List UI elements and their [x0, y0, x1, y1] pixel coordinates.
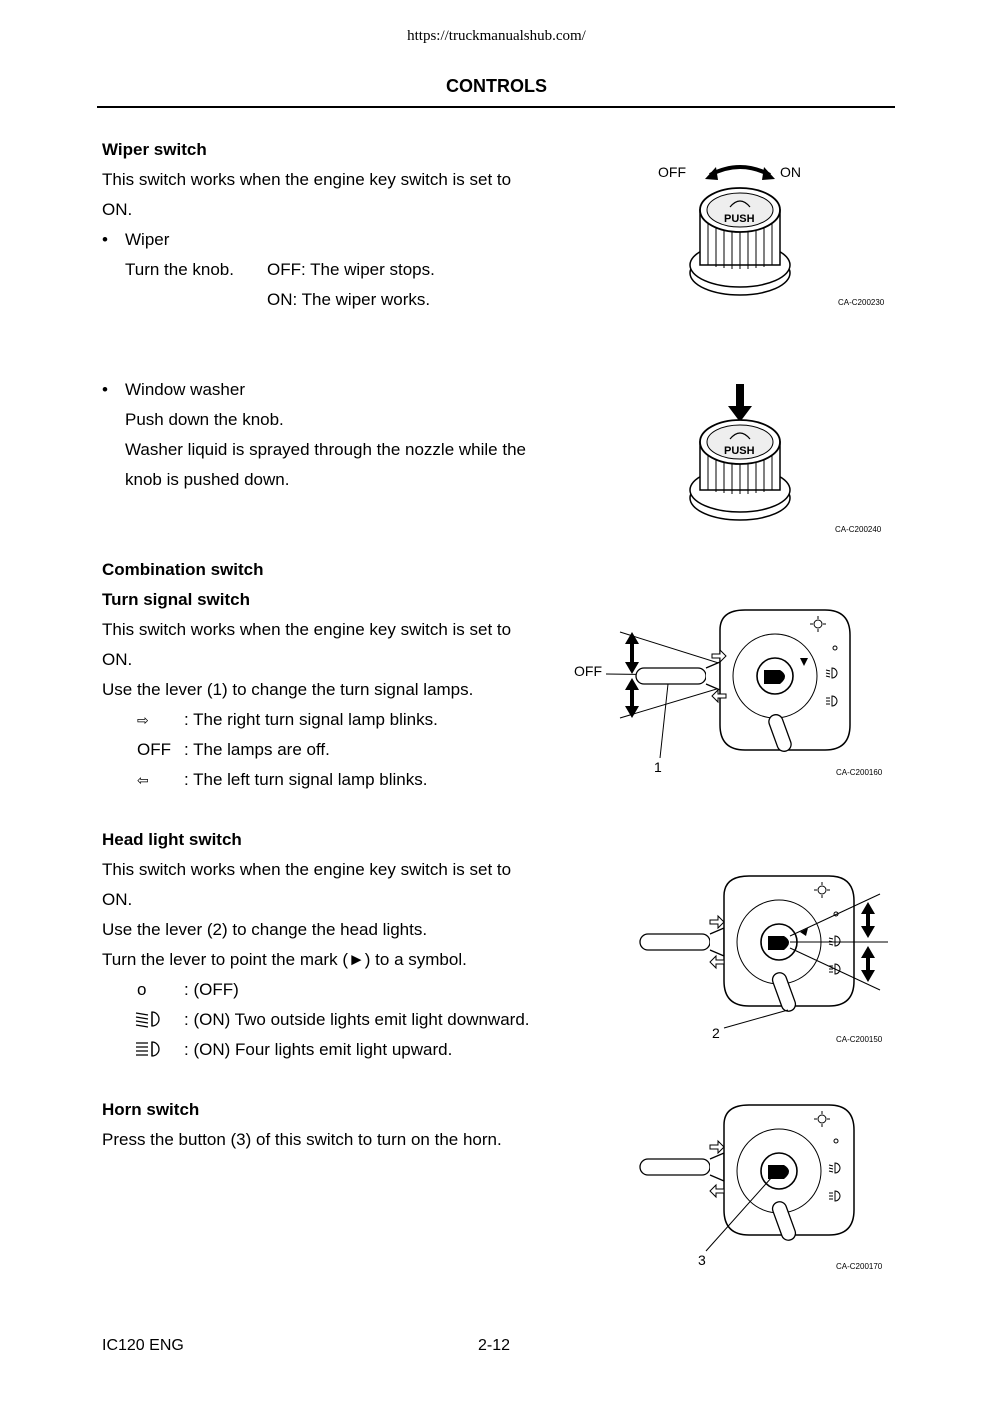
right-signal-desc: : The right turn signal lamp blinks. [184, 710, 438, 729]
off-circle-symbol: o [137, 980, 147, 999]
horn-symbol-icon [768, 1165, 789, 1179]
fig2-push-label: PUSH [724, 445, 755, 457]
washer-text-line2: knob is pushed down. [125, 470, 290, 489]
off-symbol: OFF [137, 740, 171, 759]
source-url[interactable]: https://truckmanualshub.com/ [407, 28, 586, 44]
washer-bullet-label: Window washer [125, 380, 245, 399]
fig4-code: CA-C200150 [836, 1035, 883, 1044]
high-beam-desc: : (ON) Four lights emit light upward. [184, 1040, 453, 1059]
head-light-heading: Head light switch [102, 830, 242, 849]
fig2-code: CA-C200240 [835, 525, 882, 534]
push-arrow-icon [728, 384, 752, 422]
wiper-intro-line1: This switch works when the engine key switch is set to [102, 170, 512, 189]
washer-knob-figure [650, 380, 895, 540]
turn-signal-use-text: Use the lever (1) to change the turn signal lamps. [102, 680, 474, 699]
off-desc: : The lamps are off. [184, 740, 330, 759]
fig1-on-label: ON [780, 164, 801, 180]
washer-push-text: Push down the knob. [125, 410, 284, 429]
footer-model: IC120 ENG [102, 1337, 184, 1354]
wiper-heading: Wiper switch [102, 140, 207, 159]
headlight-off-desc: : (OFF) [184, 980, 239, 999]
header-rule [97, 106, 895, 108]
horn-symbol-icon [764, 670, 785, 684]
low-beam-desc: : (ON) Two outside lights emit light downward. [184, 1010, 530, 1029]
left-arrow-symbol: ⇦ [137, 772, 149, 788]
washer-text-line1: Washer liquid is sprayed through the nozzle while the [125, 440, 526, 459]
wiper-off-text: OFF: The wiper stops. [267, 260, 435, 279]
high-beam-icon [134, 1040, 166, 1063]
bullet: • [102, 230, 108, 249]
horn-symbol-icon [768, 936, 789, 950]
fig5-code: CA-C200170 [836, 1262, 883, 1271]
fig3-code: CA-C200160 [836, 768, 883, 777]
callout-1: 1 [654, 759, 662, 775]
footer-page-number: 2-12 [478, 1337, 511, 1354]
bullet: • [102, 380, 108, 399]
callout-3: 3 [698, 1252, 706, 1268]
head-light-turn-text: Turn the lever to point the mark (►) to a symbol. [102, 950, 467, 969]
turn-signal-intro-line2: ON. [102, 650, 133, 669]
wiper-bullet-label: Wiper [125, 230, 170, 249]
page-title: CONTROLS [446, 76, 547, 96]
turn-signal-figure [570, 600, 890, 780]
horn-heading: Horn switch [102, 1100, 200, 1119]
fig1-push-label: PUSH [724, 213, 755, 225]
head-light-intro-line2: ON. [102, 890, 133, 909]
head-light-figure [630, 866, 890, 1046]
head-light-use-text: Use the lever (2) to change the head lights. [102, 920, 428, 939]
wiper-knob-figure [650, 155, 895, 315]
low-beam-icon [134, 1010, 166, 1033]
left-arrow-icon [710, 956, 724, 968]
turn-signal-intro-line1: This switch works when the engine key switch is set to [102, 620, 512, 639]
fig3-off-label: OFF [574, 663, 602, 679]
combination-heading: Combination switch [102, 560, 264, 579]
left-signal-desc: : The left turn signal lamp blinks. [184, 770, 428, 789]
wiper-turn-text: Turn the knob. [125, 260, 234, 279]
fig1-off-label: OFF [658, 164, 686, 180]
horn-text: Press the button (3) of this switch to turn on the horn. [102, 1130, 502, 1149]
wiper-on-text: ON: The wiper works. [267, 290, 431, 309]
callout-2: 2 [712, 1025, 720, 1041]
right-arrow-symbol: ⇨ [137, 712, 149, 728]
right-arrow-icon [710, 1141, 724, 1153]
rotate-arrow-icon [710, 167, 770, 175]
right-arrow-icon [710, 916, 724, 928]
wiper-intro-line2: ON. [102, 200, 133, 219]
head-light-intro-line1: This switch works when the engine key switch is set to [102, 860, 512, 879]
left-arrow-icon [710, 1185, 724, 1197]
horn-figure [630, 1095, 890, 1275]
fig1-code: CA-C200230 [838, 298, 885, 307]
turn-signal-heading: Turn signal switch [102, 590, 250, 609]
